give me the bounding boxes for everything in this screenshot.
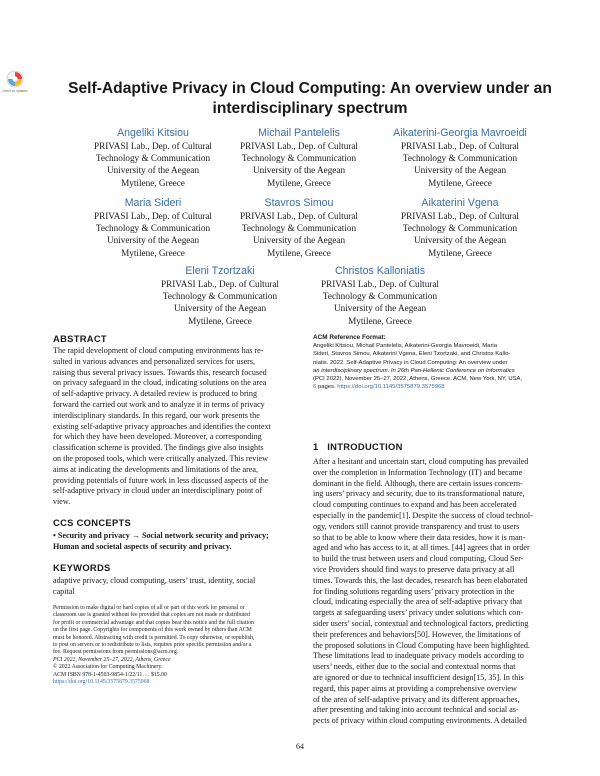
permission-line: on the first page. Copyrights for components of this work owned by others than ACM xyxy=(53,627,252,634)
author-block xyxy=(68,127,238,189)
ccs-text xyxy=(53,531,296,553)
abstract-line: for which they have been developed. Moreover, a corresponding xyxy=(53,432,262,442)
intro-line: to build the trust between users and cloud computing, Cloud Ser- xyxy=(313,554,524,564)
abstract-line: view. xyxy=(53,497,71,507)
abstract-line: forward the carried out work and to analyze it in terms of privacy xyxy=(53,399,265,409)
introduction-heading xyxy=(313,441,549,452)
keywords-line: adaptive privacy, cloud computing, users’ trust, identity, social xyxy=(53,576,256,585)
author-affiliation: PRIVASI Lab., Dep. of Cultural xyxy=(240,141,358,151)
author-block xyxy=(295,265,465,327)
author-affiliation: University of the Aegean xyxy=(413,235,507,246)
intro-line: the proposed solutions in Cloud Computing have been highlighted. xyxy=(313,640,530,650)
copyright-line: © 2022 Association for Computing Machinery. xyxy=(53,664,163,671)
author-block xyxy=(375,197,545,259)
author-name: Michail Pantelelis xyxy=(258,127,340,139)
author-affiliation: PRIVASI Lab., Dep. of Cultural xyxy=(94,141,212,151)
author-block xyxy=(214,127,384,189)
abstract-line: sulted in various advances and personalized services for users, xyxy=(53,356,256,366)
author-affiliation: Technology & Communication xyxy=(402,223,518,234)
author-block xyxy=(135,265,305,327)
acm-ref-line: Sideri, Stavros Simou, Aikaterini Vgena, Eleni Tzortzaki, and Christos Kallo- xyxy=(313,351,511,358)
abstract-line: of self-adaptive privacy. A detailed review is produced to bring xyxy=(53,389,257,399)
author-block xyxy=(214,197,384,259)
intro-line: ing users’ privacy and security, due to its transformational nature, xyxy=(313,489,525,499)
page-number: 64 xyxy=(296,742,304,751)
ccs-line: Human and societal aspects of security and privacy. xyxy=(53,541,232,551)
author-affiliation: University of the Aegean xyxy=(252,235,346,246)
author-affiliation: University of the Aegean xyxy=(252,165,346,176)
author-affiliation: Technology & Communication xyxy=(322,291,438,302)
permission-line: classroom use is granted without fee provided that copies are not made or distributed xyxy=(53,612,250,619)
author-name: Eleni Tzortzaki xyxy=(185,265,255,277)
abstract-line: interdisciplinary standards. In this regard, our work presents the xyxy=(53,410,260,420)
abstract-line: existing self-adaptive privacy approaches and identifies the context xyxy=(53,421,271,431)
abstract-heading: ABSTRACT xyxy=(53,333,107,344)
intro-line: vice Providers should find ways to preserve data privacy at all xyxy=(313,564,515,574)
author-name: Christos Kalloniatis xyxy=(334,265,426,277)
author-affiliation: Mytilene, Greece xyxy=(121,247,185,258)
introduction-section xyxy=(313,441,549,727)
intro-line: targets at safeguarding users’ privacy under solutions which con- xyxy=(313,608,524,618)
intro-line: regard, this paper aims at providing a comprehensive overview xyxy=(313,683,517,693)
author-name: Stavros Simou xyxy=(264,197,334,209)
abstract-text xyxy=(53,346,296,508)
paper-title xyxy=(40,79,580,119)
intro-line: These limitations lead to inadequate privacy models according to xyxy=(313,651,524,661)
intro-line: dominant in the field. Although, there are certain issues concern- xyxy=(313,478,523,488)
author-block xyxy=(375,127,545,189)
author-affiliation: Mytilene, Greece xyxy=(267,247,331,258)
abstract-line: The rapid development of cloud computing environments has re- xyxy=(53,346,264,355)
ccs-section xyxy=(53,517,296,553)
author-affiliation: Mytilene, Greece xyxy=(188,315,252,326)
keywords-line: capital xyxy=(53,586,75,596)
title-line: interdisciplinary spectrum xyxy=(212,100,408,117)
introduction-text xyxy=(313,457,549,727)
section-number: 1 xyxy=(313,441,319,452)
author-affiliation: Technology & Communication xyxy=(95,223,211,234)
intro-line: of the area of self-adaptive privacy and its different approaches, xyxy=(313,694,520,704)
permission-notice xyxy=(53,605,296,686)
author-name: Maria Sideri xyxy=(124,197,182,209)
intro-line: sider users’ social, contextual and technological factors, predicting xyxy=(313,618,529,628)
acm-ref-line: an interdisciplinary spectrum. In 26th Pan-Hellenic Conference on Informatics xyxy=(313,367,515,374)
acm-ref-heading: ACM Reference Format: xyxy=(313,334,386,341)
acm-ref-last-line xyxy=(313,383,549,391)
abstract-line: on privacy safeguard in the cloud, indicating solutions on the area xyxy=(53,378,267,388)
acm-ref-line: (PCI 2022), November 25–27, 2022, Athens, Greece. ACM, New York, NY, USA, xyxy=(313,376,523,383)
intro-line: are ignored or due to technical insufficient design[15, 35]. In this xyxy=(313,672,524,682)
acm-ref-line: Angeliki Kitsiou, Michail Pantelelis, Aikaterini-Georgia Mavroeidi, Maria xyxy=(313,343,497,350)
keywords-text xyxy=(53,576,296,598)
isbn-line: ACM ISBN 978-1-4503-9854-1/22/11. . . $15.00 xyxy=(53,671,167,678)
permission-line: Permission to make digital or hard copies of all or part of this work for personal or xyxy=(53,605,245,611)
author-affiliation: PRIVASI Lab., Dep. of Cultural xyxy=(321,279,439,289)
intro-line: aged and who has access to it, at all times. [44] agrees that in order xyxy=(313,543,530,553)
author-affiliation: PRIVASI Lab., Dep. of Cultural xyxy=(401,141,519,151)
author-name: Aikaterini-Georgia Mavroeidi xyxy=(393,127,527,139)
author-affiliation: PRIVASI Lab., Dep. of Cultural xyxy=(94,211,212,221)
ccs-line: • Security and privacy → Social network security and privacy; xyxy=(53,531,269,540)
author-affiliation: Technology & Communication xyxy=(241,223,357,234)
author-affiliation: Mytilene, Greece xyxy=(428,247,492,258)
ccs-heading: CCS CONCEPTS xyxy=(53,517,132,528)
author-block xyxy=(68,197,238,259)
venue-line: PCI 2022, November 25–27, 2022, Athens, Greece xyxy=(53,656,171,663)
author-affiliation: Mytilene, Greece xyxy=(121,177,185,188)
author-name: Aikaterini Vgena xyxy=(421,197,499,209)
intro-line: cloud, indicating especially the area of self-adaptive privacy that xyxy=(313,597,523,607)
author-affiliation: University of the Aegean xyxy=(106,165,200,176)
intro-line: their preferences and behaviors[50]. However, the limitations of xyxy=(313,629,521,639)
author-affiliation: Mytilene, Greece xyxy=(348,315,412,326)
intro-line: especially in the pandemic[1]. Despite the success of cloud technol- xyxy=(313,510,533,520)
author-name: Angeliki Kitsiou xyxy=(117,127,189,139)
intro-line: pects of privacy within cloud computing environments. A detailed xyxy=(313,716,527,726)
author-affiliation: Technology & Communication xyxy=(402,153,518,164)
acm-reference-format xyxy=(313,334,549,391)
section-title: INTRODUCTION xyxy=(327,441,403,452)
intro-line: after presenting and taking into account technical and social as- xyxy=(313,705,519,715)
page-count-link[interactable]: 6 xyxy=(313,384,317,391)
permission-line: must be honored. Abstracting with credit is permitted. To copy otherwise, or republish, xyxy=(53,634,255,641)
author-affiliation: PRIVASI Lab., Dep. of Cultural xyxy=(401,211,519,221)
intro-line: for finding solutions regarding users’ privacy protection in the xyxy=(313,586,515,596)
keywords-heading: KEYWORDS xyxy=(53,562,111,573)
title-line: Self-Adaptive Privacy in Cloud Computing: An overview under an xyxy=(68,80,552,97)
permission-line: for profit or commercial advantage and that copies bear this notice and the full citation xyxy=(53,619,254,626)
abstract-line: aims at indicating the developments and limitations of the area, xyxy=(53,464,258,474)
pages-text: pages. xyxy=(316,384,338,391)
abstract-section xyxy=(53,333,296,508)
author-affiliation: Technology & Communication xyxy=(95,153,211,164)
author-affiliation: Mytilene, Greece xyxy=(267,177,331,188)
abstract-line: self-adaptive privacy in cloud under an interdisciplinary point of xyxy=(53,486,263,496)
author-affiliation: PRIVASI Lab., Dep. of Cultural xyxy=(240,211,358,221)
abstract-line: raising thus several privacy issues. Towards this, research focused xyxy=(53,367,267,377)
author-affiliation: Technology & Communication xyxy=(241,153,357,164)
intro-line: times. Towards this, the last decades, research has been elaborated xyxy=(313,575,528,585)
abstract-line: on the proposed tools, which were critically analyzed. This review xyxy=(53,453,268,463)
author-affiliation: University of the Aegean xyxy=(106,235,200,246)
intro-line: users’ needs, either due to the social and contextual norms that xyxy=(313,662,516,672)
intro-line: so that to be able to know where their data resides, how it is man- xyxy=(313,532,526,542)
intro-line: ogy, vendors still cannot provide transparency and trust to users xyxy=(313,521,520,531)
intro-line: cloud computing continues to expand and has been accelerated xyxy=(313,500,517,510)
abstract-line: providing potentials of future work in less discussed aspects of the xyxy=(53,475,269,485)
keywords-section xyxy=(53,562,296,598)
doi-link[interactable]: https://doi.org/10.1145/3575879.3575968 xyxy=(53,679,150,686)
check-for-updates-icon[interactable] xyxy=(4,70,26,94)
permission-line: to post on servers or to redistribute to lists, requires prior specific permission and/or a xyxy=(53,642,252,649)
permission-line: fee. Request permissions from permissions@acm.org. xyxy=(53,649,179,656)
author-affiliation: Technology & Communication xyxy=(162,291,278,302)
acm-ref-line: niatis. 2022. Self-Adaptive Privacy in Cloud Computing: An overview under xyxy=(313,359,508,366)
author-affiliation: Mytilene, Greece xyxy=(428,177,492,188)
intro-line: After a hesitant and uncertain start, cloud computing has prevailed xyxy=(313,457,529,466)
author-affiliation: University of the Aegean xyxy=(173,303,267,314)
author-affiliation: University of the Aegean xyxy=(333,303,427,314)
abstract-line: classification scheme is provided. The findings give also insights xyxy=(53,443,264,453)
author-affiliation: PRIVASI Lab., Dep. of Cultural xyxy=(161,279,279,289)
svg-text:check for updates: check for updates xyxy=(2,89,28,93)
acm-ref-doi-link[interactable]: https://doi.org/10.1145/3575879.3575968 xyxy=(337,384,445,391)
author-affiliation: University of the Aegean xyxy=(413,165,507,176)
intro-line: over the completion in Information Technology (IT) and became xyxy=(313,467,523,477)
